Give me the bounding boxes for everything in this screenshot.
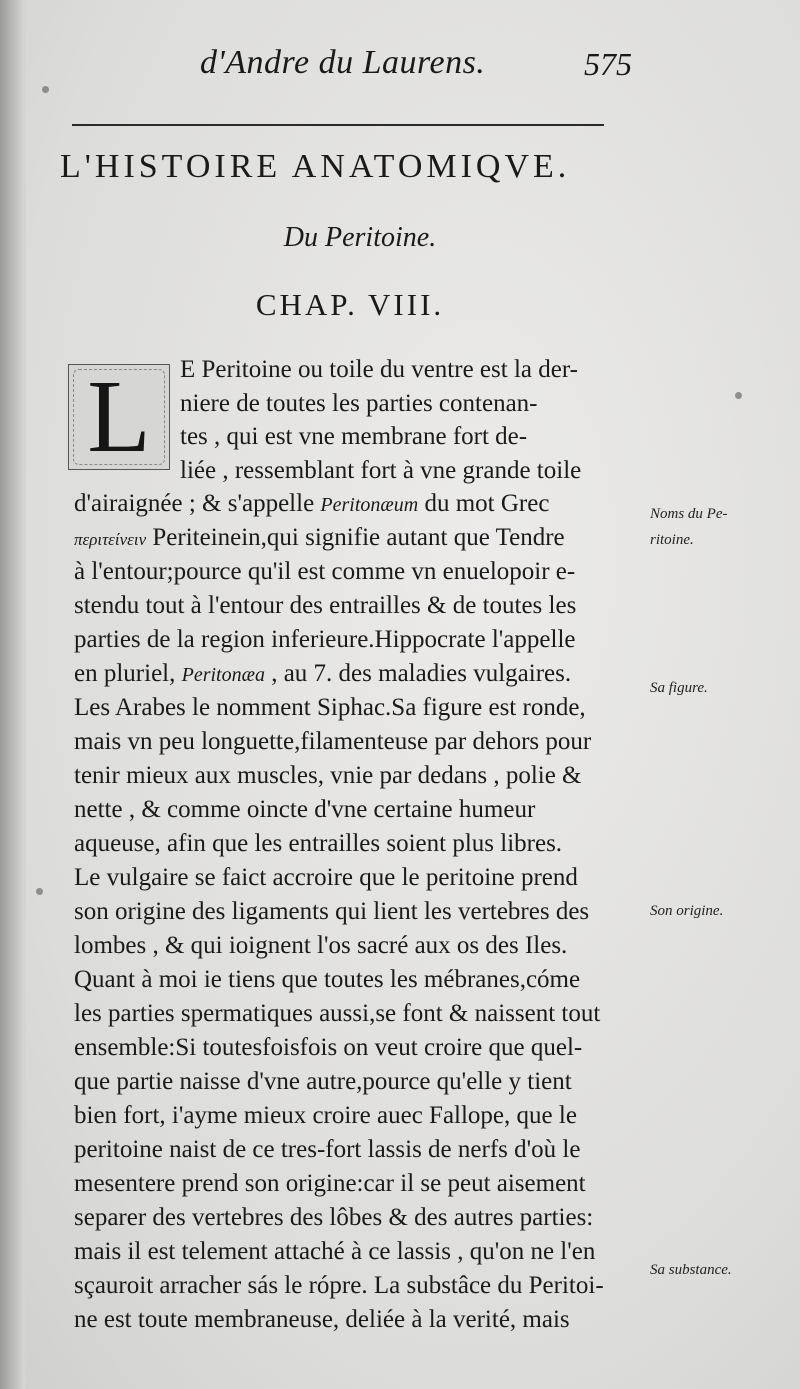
- margin-note: Sa substance.: [650, 1262, 732, 1278]
- paper-speck: [36, 888, 43, 895]
- text-line: nette , & comme oincte d'vne certaine humeur: [74, 796, 536, 823]
- text-line: liée , ressemblant fort à vne grande toile: [180, 457, 582, 484]
- text-line: son origine des ligaments qui lient les vertebres des: [74, 898, 590, 925]
- latin-term: Peritonæum: [320, 494, 419, 516]
- text-line: les parties spermatiques aussi,se font & naissent tout: [74, 1000, 601, 1027]
- text-line: tes , qui est vne membrane fort de-: [180, 423, 528, 450]
- text-line: peritoine naist de ce tres-fort lassis de nerfs d'où le: [74, 1136, 581, 1163]
- text-line: ensemble:Si toutesfoisfois on veut croire que quel-: [74, 1034, 583, 1061]
- text-line: Quant à moi ie tiens que toutes les mébranes,cóme: [74, 966, 581, 993]
- text-line: mais vn peu longuette,filamenteuse par dehors pour: [74, 728, 592, 755]
- running-head: [0, 40, 800, 100]
- margin-note: Noms du Pe-: [650, 506, 728, 522]
- text-segment: d'airaignée ; & s'appelle: [74, 490, 315, 517]
- text-line: mesentere prend son origine:car il se peut aisement: [74, 1170, 586, 1197]
- text-segment: en pluriel,: [74, 660, 176, 687]
- text-line: stendu tout à l'entour des entrailles & de toutes les: [74, 592, 577, 619]
- text-line: à l'entour;pource qu'il est comme vn enuelopoir e-: [74, 558, 576, 585]
- greek-word: περιτείνειν: [74, 530, 147, 549]
- book-title: L'HISTOIRE ANATOMIQVE.: [60, 148, 571, 185]
- text-line: E Peritoine ou toile du ventre est la der-: [180, 356, 578, 383]
- ornamental-drop-cap: L: [68, 364, 170, 470]
- text-line: [74, 524, 565, 552]
- text-line: que partie naisse d'vne autre,pource qu'elle y tient: [74, 1068, 572, 1095]
- text-line: aqueuse, afin que les entrailles soient plus libres.: [74, 830, 563, 857]
- paper-speck: [42, 86, 49, 93]
- running-head-title: d'Andre du Laurens.: [200, 44, 486, 81]
- text-line: ne est toute membraneuse, deliée à la verité, mais: [74, 1306, 570, 1333]
- paper-speck: [735, 392, 742, 399]
- text-line: Les Arabes le nomment Siphac.Sa figure est ronde,: [74, 694, 586, 721]
- text-segment: , au 7. des maladies vulgaires.: [264, 660, 572, 687]
- section-title: Du Peritoine.: [283, 222, 437, 253]
- text-line: mais il est telement attaché à ce lassis , qu'on ne l'en: [74, 1238, 596, 1265]
- text-line: parties de la region inferieure.Hippocrate l'appelle: [74, 626, 576, 653]
- text-segment: Periteinein,qui signifie autant que Tendre: [152, 524, 565, 551]
- header-rule: [72, 124, 604, 126]
- text-line: niere de toutes les parties contenan-: [180, 390, 538, 417]
- text-line: sçauroit arracher sás le rópre. La substâce du Peritoi-: [74, 1272, 604, 1299]
- text-line: Le vulgaire se faict accroire que le peritoine prend: [74, 864, 578, 891]
- margin-note: Son origine.: [650, 903, 724, 919]
- text-line: lombes , & qui ioignent l'os sacré aux os des Iles.: [74, 932, 568, 959]
- text-line: [74, 660, 571, 688]
- page-gutter-shadow: [0, 0, 26, 1389]
- page-number: 575: [584, 46, 632, 82]
- chapter-heading: CHAP. VIII.: [255, 287, 445, 322]
- text-line: [74, 490, 549, 518]
- latin-term: Peritonæa: [181, 664, 265, 686]
- text-segment: du mot Grec: [418, 490, 550, 517]
- text-line: bien fort, i'ayme mieux croire auec Fallope, que le: [74, 1102, 577, 1129]
- margin-note: ritoine.: [650, 532, 694, 548]
- text-line: tenir mieux aux muscles, vnie par dedans , polie &: [74, 762, 582, 789]
- text-line: separer des vertebres des lôbes & des autres parties:: [74, 1204, 594, 1231]
- margin-note: Sa figure.: [650, 680, 708, 696]
